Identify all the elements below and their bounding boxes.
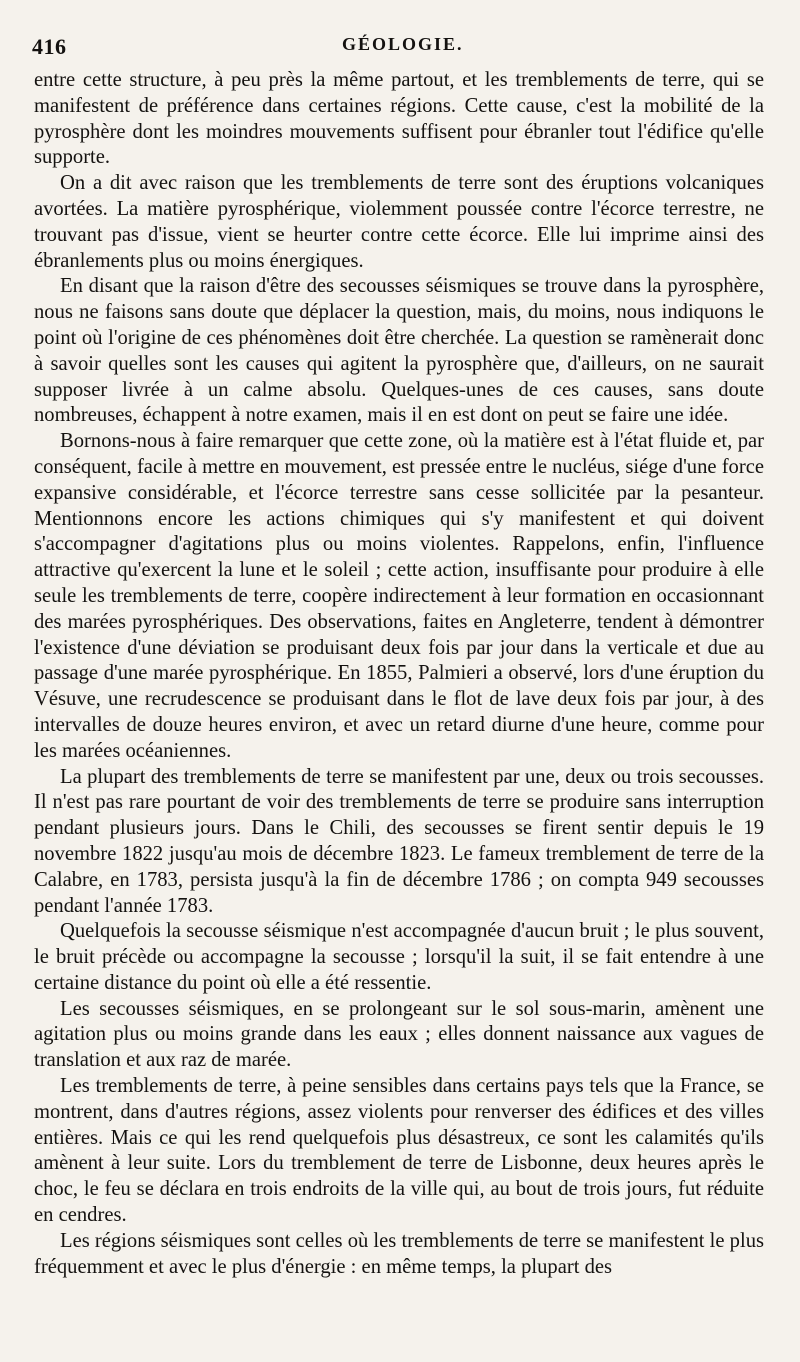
paragraph: On a dit avec raison que les tremblements de terre sont des éruptions volcaniques avortées. La matière pyrosphérique, violemment poussée contre l'écorce terrestre, ne trouvant pas d'issue, vient se heurter contre cette écorce. Elle lui imprime ainsi des ébranlements plus ou moins énergiques. [34,172,764,272]
paragraph: Les secousses séismiques, en se prolongeant sur le sol sous-marin, amènent une agitation plus ou moins grande dans les eaux ; elles donnent naissance aux vagues de translation et aux raz de marée. [34,997,764,1072]
paragraph: Les régions séismiques sont celles où les tremblements de terre se manifestent le plus fréquemment et avec le plus d'énergie : en même temps, la plupart des [34,1229,765,1278]
paragraph-continuation: entre cette structure, à peu près la même partout, et les tremblements de terre, qui se manifestent de préférence dans certaines régions. Cette cause, c'est la mobilité de la pyrosphère dont les moindres mouvements suffisent pour ébranler tout l'édifice qu'elle supporte. [34,69,764,169]
paragraph: La plupart des tremblements de terre se manifestent par une, deux ou trois secousses. Il n'est pas rare pourtant de voir des tremblements de terre se produire sans interruption pendant plusieurs jours. Dans le Chili, des secousses se firent sentir depuis le 19 novembre 1822 jusqu'au mois de décembre 1823. Le fameux tremblement de terre de la Calabre, en 1783, persista jusqu'à la fin de décembre 1786 ; on compta 949 secousses pendant l'année 1783. [34,765,764,917]
paragraph: En disant que la raison d'être des secousses séismiques se trouve dans la pyrosphère, nous ne faisons sans doute que déplacer la question, mais, du moins, nous indiquons le point où l'origine de ces phénomènes doit être cherchée. La question se ramènerait donc à savoir quelles sont les causes qui agitent la pyrosphère que, d'ailleurs, on ne saurait supposer livrée à un calme absolu. Quelques-unes de ces causes, sans doute nombreuses, échappent à notre examen, mais il en est dont on peut se faire une idée. [34,275,764,427]
paragraph: Quelquefois la secousse séismique n'est accompagnée d'aucun bruit ; le plus souvent, le bruit précède ou accompagne la secousse ; lorsqu'il la suit, il se fait entendre à une certaine distance du point où elle a été ressentie. [34,920,764,994]
paragraph: Bornons-nous à faire remarquer que cette zone, où la matière est à l'état fluide et, par conséquent, facile à mettre en mouvement, est pressée entre le nucléus, siége d'une force expansive considérable, et l'écorce terrestre sans cesse sollicitée par la pesanteur. Mentionnons encore les actions chimiques qui s'y manifestent et qui doivent s'accompagner d'agitations plus ou moins violentes. Rappelons, enfin, l'influence attractive qu'exercent la lune et le soleil ; cette action, insuffisante pour produire à elle seule les tremblements de terre, coopère indirectement à leur formation en occasionnant des marées pyrosphériques. Des observations, faites en Angleterre, tendent à démontrer l'existence d'une déviation se produisant deux fois par jour dans la verticale et due au passage d'une marée pyrosphérique. En 1855, Palmieri a observé, lors d'une éruption du Vésuve, une recrudescence se produisant dans le flot de lave deux fois par jour, à des intervalles de douze heures environ, et avec un retard diurne d'une heure, comme pour les marées océaniennes. [34,430,764,762]
running-title: GÉOLOGIE. [342,34,464,54]
page-number: 416 [32,34,67,59]
paragraph: Les tremblements de terre, à peine sensibles dans certains pays tels que la France, se montrent, dans d'autres régions, assez violents pour renverser des édifices et des villes entières. Mais ce qui les rend quelquefois plus désastreux, ce sont les calamités qu'ils amènent à leur suite. Lors du tremblement de terre de Lisbonne, deux heures après le choc, le feu se déclara en trois endroits de la ville qui, au bout de trois jours, fut réduite en cendres. [34,1075,764,1227]
body-text [34,68,764,1280]
page-header [32,34,770,62]
